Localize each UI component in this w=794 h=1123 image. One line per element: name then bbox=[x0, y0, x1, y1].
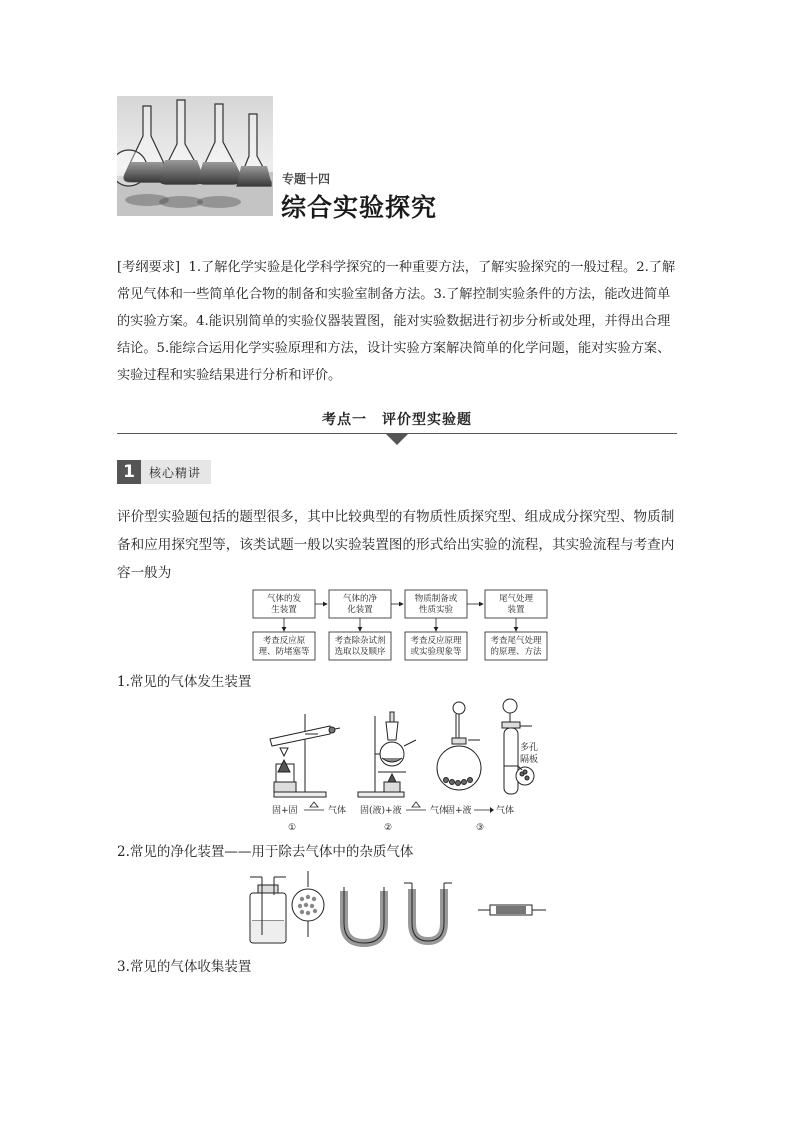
flow-bottom-2-line-2: 选取以及顺序 bbox=[334, 647, 386, 657]
gas-generation-apparatus bbox=[240, 694, 560, 834]
topic-label: 专题十四 bbox=[282, 172, 331, 186]
core-number: 1 bbox=[117, 460, 141, 484]
flow-bottom-4-line-2: 的原理、方法 bbox=[490, 647, 542, 657]
flow-bottom-1-line-1: 考查反应原 bbox=[262, 636, 306, 646]
page-title: 综合实验探究 bbox=[281, 193, 438, 222]
flow-bottom-3-line-1: 考查反应原理 bbox=[410, 636, 462, 646]
gen-number-2: ② bbox=[384, 823, 393, 833]
intro-paragraph: 评价型实验题包括的题型很多，其中比较典型的有物质性质探究型、组成成分探究型、物质制备和应用探究型等，该类试题一般以实验装置图的形式给出实验的流程，其实验流程与考查内容一般为 bbox=[117, 509, 675, 581]
requirements-text: 1.了解化学实验是化学科学探究的一种重要方法，了解实验探究的一般过程。2.了解常见气体和一些简单化合物的制备和实验室制备方法。3.了解控制实验条件的方法，能改进简单的实验方案。4.能识别简单的实验仪器装置图，能对实验数据进行初步分析或处理，并得出合理结论。5.能综合运用化学实验原理和方法，设计实验方案解决简单的化学问题，能对实验方案、实验过程和实验结果进行分析和评价。 bbox=[117, 260, 676, 383]
drying-bulb bbox=[292, 871, 324, 937]
heading-purification: 2.常见的净化装置——用于除去气体中的杂质气体 bbox=[117, 844, 414, 860]
flow-bottom-4-line-1: 考查尾气处理 bbox=[490, 636, 542, 646]
section-title: 考点一 评价型实验题 bbox=[322, 412, 472, 428]
flow-bottom-1-line-2: 理、防堵塞等 bbox=[258, 647, 310, 657]
gen-number-1: ① bbox=[288, 823, 297, 833]
drying-tube bbox=[478, 905, 546, 915]
flow-bottom-3-line-2: 或实验现象等 bbox=[410, 647, 462, 657]
flow-top-1-line-1: 气体的发 bbox=[266, 594, 302, 604]
wash-bottle bbox=[250, 877, 286, 943]
gen-label-5: 固+液 bbox=[446, 806, 472, 816]
flow-top-1-line-2: 生装置 bbox=[271, 605, 297, 615]
requirements-tag: [考纲要求] bbox=[117, 260, 181, 275]
flow-top-3-line-1: 物质制备或 bbox=[414, 594, 458, 604]
flow-top-3-line-2: 性质实验 bbox=[418, 605, 454, 615]
core-label: 核心精讲 bbox=[149, 466, 202, 480]
gen-number-3: ③ bbox=[476, 823, 485, 833]
section-arrow-icon bbox=[386, 434, 408, 445]
gen-label-2: 气体 bbox=[328, 806, 347, 816]
gen-label-3: 固(液)+液 bbox=[360, 806, 402, 816]
flow-bottom-2-line-1: 考查除杂试剂 bbox=[334, 636, 386, 646]
requirements-paragraph bbox=[117, 254, 677, 389]
plate-label-1: 多孔 bbox=[520, 743, 539, 753]
u-tube-2 bbox=[404, 883, 452, 941]
plate-label-2: 隔板 bbox=[520, 755, 539, 765]
gen-label-1: 固+固 bbox=[272, 806, 298, 816]
core-badge bbox=[117, 460, 211, 484]
apparatus-solid-solid bbox=[270, 714, 340, 797]
experiment-flow-diagram bbox=[245, 588, 565, 664]
u-tube-1 bbox=[344, 887, 384, 943]
gen-label-4: 气体 bbox=[430, 806, 449, 816]
gen-label-6: 气体 bbox=[496, 806, 515, 816]
apparatus-solid-liquid-heated bbox=[358, 712, 416, 797]
heading-collection: 3.常见的气体收集装置 bbox=[117, 959, 252, 975]
flow-top-2-line-2: 化装置 bbox=[347, 605, 373, 615]
flasks-photo bbox=[117, 96, 273, 216]
gas-purification-apparatus bbox=[240, 865, 560, 951]
flow-top-4-line-2: 装置 bbox=[507, 605, 525, 615]
heading-gas-generation: 1.常见的气体发生装置 bbox=[117, 674, 252, 690]
flow-top-4-line-1: 尾气处理 bbox=[498, 594, 534, 604]
flow-top-2-line-1: 气体的净 bbox=[342, 594, 378, 604]
